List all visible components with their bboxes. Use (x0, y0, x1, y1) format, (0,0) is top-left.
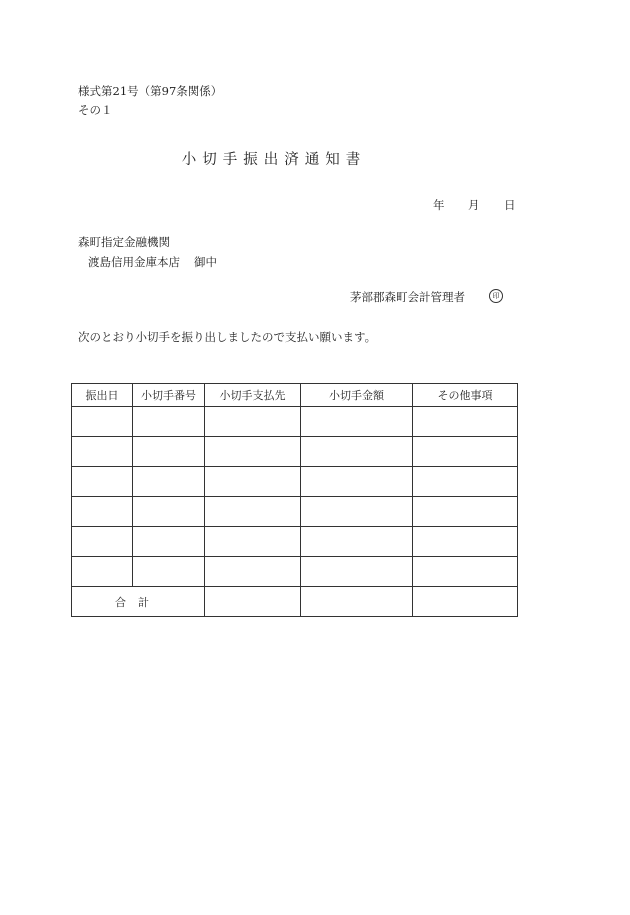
header-payee: 小切手支払先 (205, 384, 301, 407)
sender-name: 茅部郡森町会計管理者 (350, 290, 465, 304)
cell-issue-date (72, 467, 133, 497)
cell-check-number (133, 407, 205, 437)
cell-payee (205, 407, 301, 437)
date-day-label: 日 (504, 198, 516, 212)
table-row (72, 407, 518, 437)
total-label: 合計 (72, 587, 205, 617)
cell-other-notes (413, 527, 518, 557)
cell-other-notes (413, 557, 518, 587)
cell-other-notes (413, 497, 518, 527)
cell-issue-date (72, 527, 133, 557)
recipient-institution: 森町指定金融機関 (78, 235, 170, 249)
cell-amount (301, 437, 413, 467)
document-title: 小切手振出済通知書 (181, 152, 367, 168)
table-row (72, 467, 518, 497)
date-month-label: 月 (468, 198, 480, 212)
header-amount: 小切手金額 (301, 384, 413, 407)
table-row (72, 527, 518, 557)
cell-other-notes (413, 407, 518, 437)
form-part-label: その１ (78, 103, 113, 117)
cell-issue-date (72, 407, 133, 437)
cell-amount (301, 557, 413, 587)
recipient-branch: 渡島信用金庫本店 (88, 255, 180, 269)
request-text: 次のとおり小切手を振り出しましたので支払い願います。 (78, 330, 377, 344)
cell-check-number (133, 437, 205, 467)
cell-total-other-notes (413, 587, 518, 617)
table-total-row (72, 587, 518, 617)
cell-check-number (133, 527, 205, 557)
table-row (72, 497, 518, 527)
cell-other-notes (413, 437, 518, 467)
form-number: 様式第21号（第97条関係） (78, 84, 223, 98)
date-year-label: 年 (433, 198, 445, 212)
seal-mark-icon: 印 (489, 289, 503, 303)
check-table (71, 383, 518, 617)
recipient-honorific: 御中 (194, 255, 217, 269)
cell-payee (205, 557, 301, 587)
cell-issue-date (72, 437, 133, 467)
cell-payee (205, 437, 301, 467)
header-other-notes: その他事項 (413, 384, 518, 407)
cell-check-number (133, 497, 205, 527)
cell-amount (301, 467, 413, 497)
cell-other-notes (413, 467, 518, 497)
cell-issue-date (72, 497, 133, 527)
header-issue-date: 振出日 (72, 384, 133, 407)
header-check-number: 小切手番号 (133, 384, 205, 407)
cell-check-number (133, 467, 205, 497)
cell-issue-date (72, 557, 133, 587)
table-row (72, 437, 518, 467)
cell-amount (301, 497, 413, 527)
table-row (72, 557, 518, 587)
cell-payee (205, 467, 301, 497)
cell-check-number (133, 557, 205, 587)
cell-payee (205, 497, 301, 527)
cell-amount (301, 527, 413, 557)
cell-amount (301, 407, 413, 437)
cell-total-amount (301, 587, 413, 617)
cell-payee (205, 527, 301, 557)
cell-total-payee (205, 587, 301, 617)
table-header-row (72, 384, 518, 407)
